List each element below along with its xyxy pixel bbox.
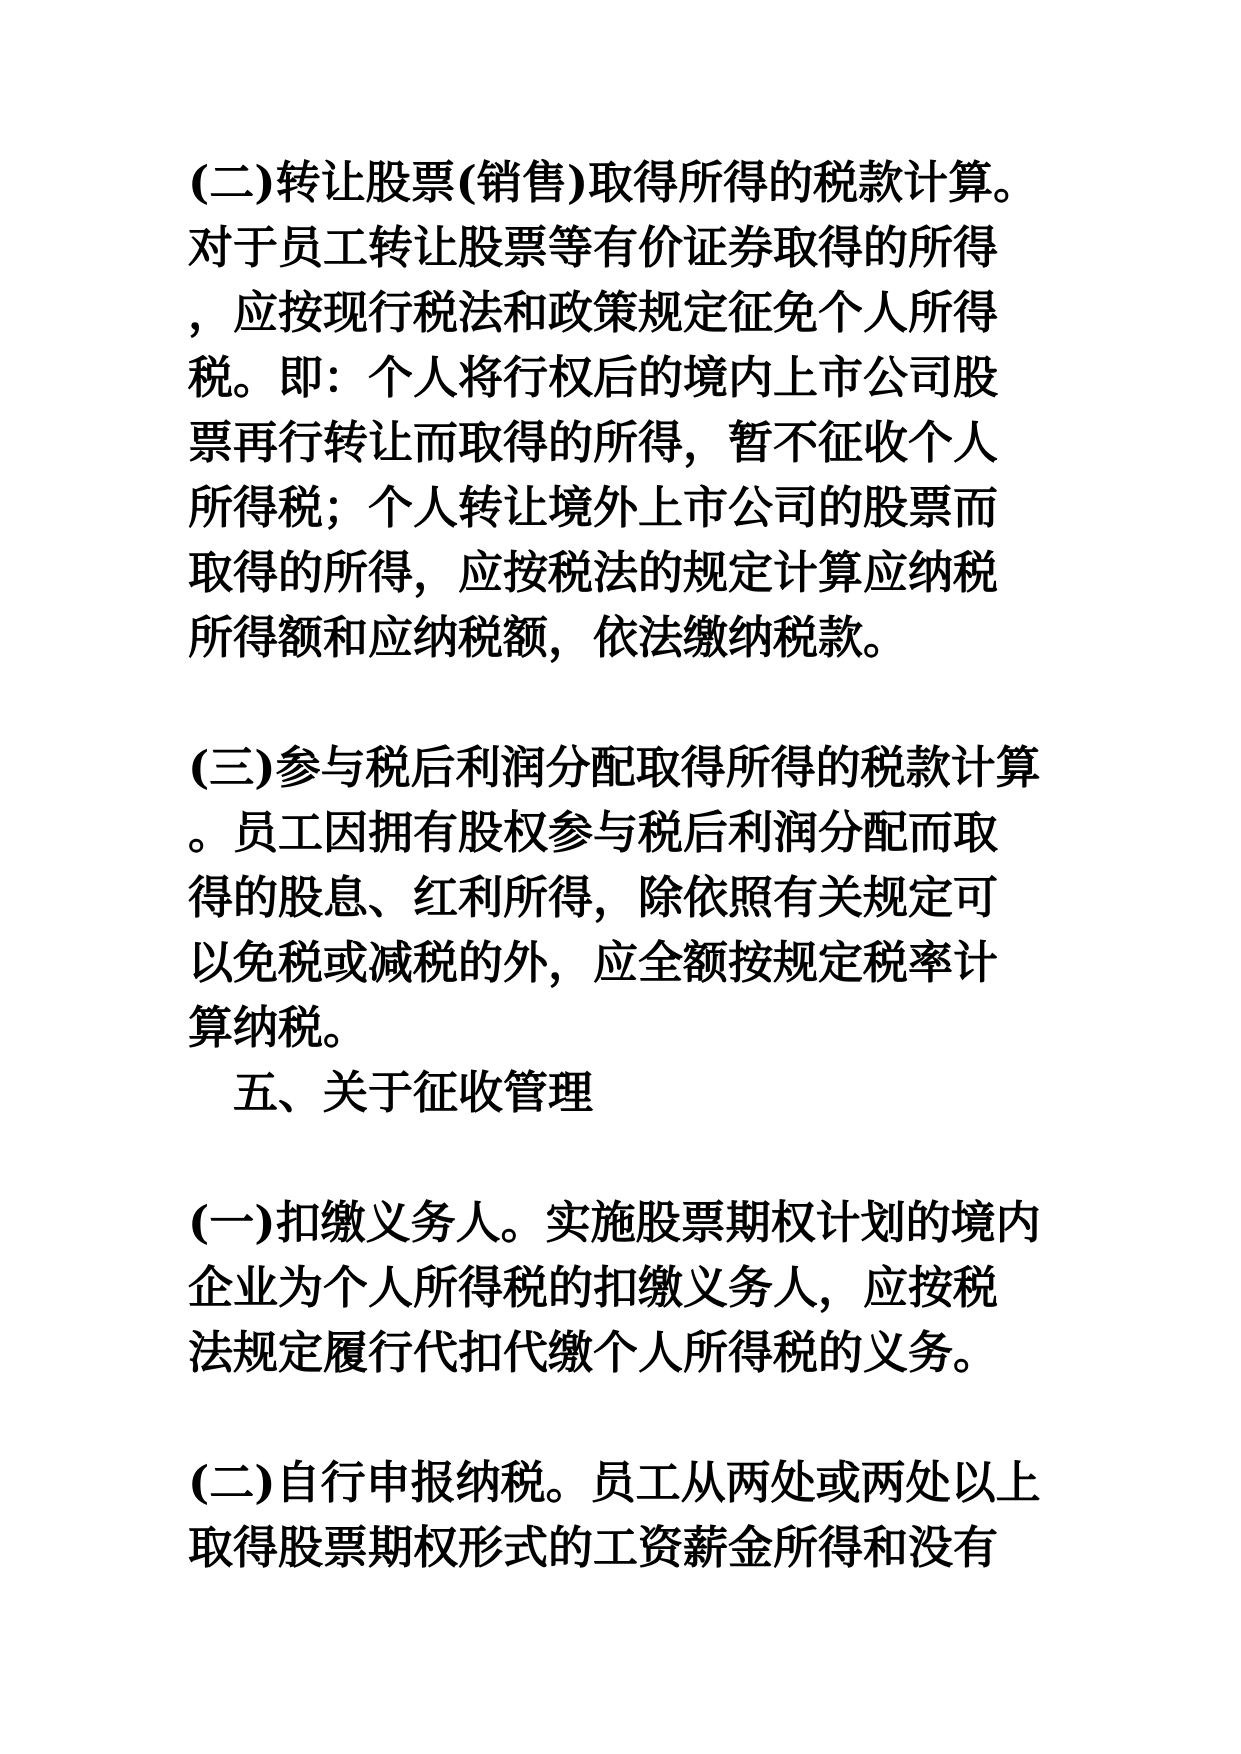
paragraph-withholding-agent: [188, 1190, 1088, 1385]
text-line: 所得税；个人转让境外上市公司的股票而: [188, 481, 999, 534]
text-line: 。员工因拥有股权参与税后利润分配而取: [188, 806, 999, 859]
paragraph-stock-transfer-tax: [188, 150, 1088, 670]
text-line: 企业为个人所得税的扣缴义务人，应按税: [188, 1261, 999, 1314]
text-line: 所得额和应纳税额，依法缴纳税款。: [188, 611, 909, 664]
text-line: 取得的所得，应按税法的规定计算应纳税: [188, 546, 999, 599]
text-line: 对于员工转让股票等有价证券取得的所得: [188, 221, 999, 274]
paragraph-spacer: [188, 1125, 1088, 1190]
text-line: (二)转让股票(销售)取得所得的税款计算。: [188, 156, 1039, 209]
section-heading-text: 五、关于征收管理: [233, 1066, 594, 1119]
text-line: 以免税或减税的外，应全额按规定税率计: [188, 936, 999, 989]
text-line: 得的股息、红利所得，除依照有关规定可: [188, 871, 999, 924]
text-line: (二)自行申报纳税。员工从两处或两处以上: [188, 1456, 1041, 1509]
text-line: 算纳税。: [188, 1001, 369, 1054]
text-line: 票再行转让而取得的所得，暂不征收个人: [188, 416, 999, 469]
text-line: 法规定履行代扣代缴个人所得税的义务。: [188, 1326, 999, 1379]
text-line: (一)扣缴义务人。实施股票期权计划的境内: [188, 1196, 1041, 1249]
paragraph-spacer: [188, 1385, 1088, 1450]
text-line: 税。即：个人将行权后的境内上市公司股: [188, 351, 999, 404]
text-line: ，应按现行税法和政策规定征免个人所得: [188, 286, 999, 339]
text-line: (三)参与税后利润分配取得所得的税款计算: [188, 741, 1041, 794]
paragraph-profit-distribution-tax: [188, 735, 1088, 1060]
document-page: [188, 150, 1088, 1580]
section-heading: [188, 1060, 1088, 1125]
paragraph-spacer: [188, 670, 1088, 735]
text-line: 取得股票期权形式的工资薪金所得和没有: [188, 1521, 999, 1574]
paragraph-self-declaration: [188, 1450, 1088, 1580]
